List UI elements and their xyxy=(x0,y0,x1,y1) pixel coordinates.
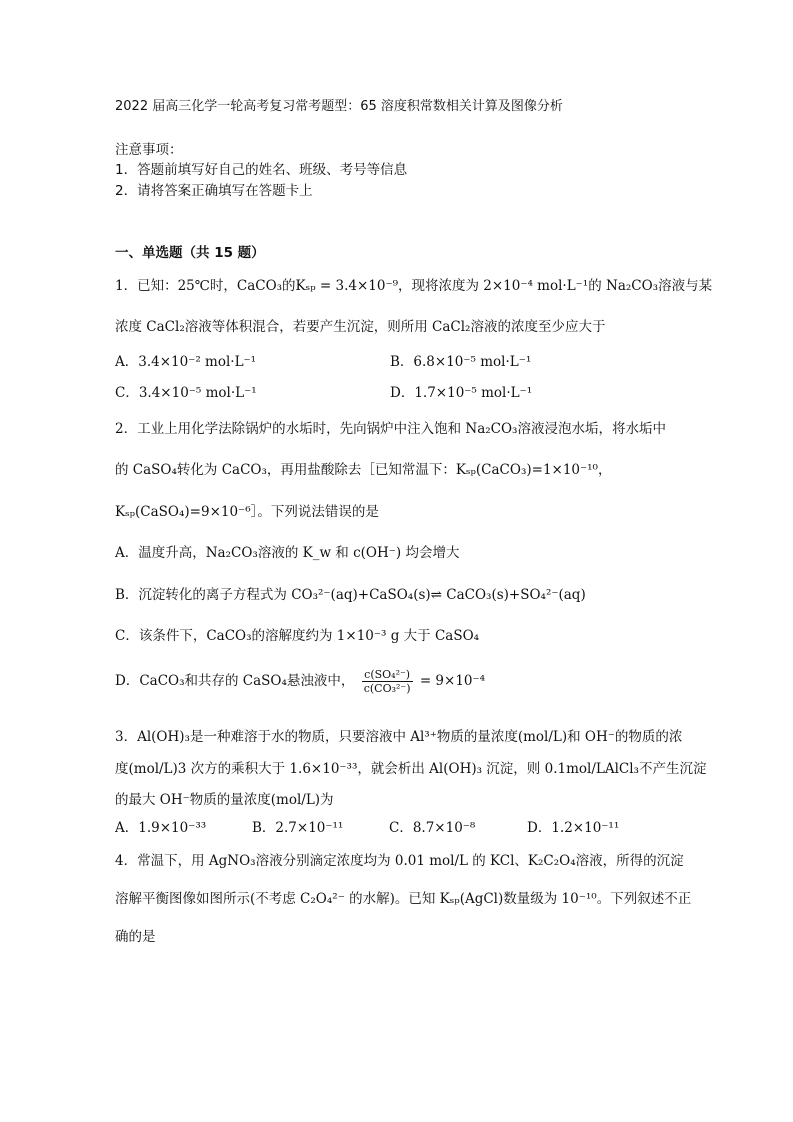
q1-option-a: A．3.4×10⁻² mol·L⁻¹ xyxy=(115,354,257,370)
q2-stem-line-1: 2．工业上用化学法除锅炉的水垢时，先向锅炉中注入饱和 Na₂CO₃溶液浸泡水垢，将水垢中 xyxy=(115,421,666,437)
notes-heading: 注意事项： xyxy=(115,142,183,158)
q2-option-d-prefix: D．CaCO₃和共存的 CaSO₄悬浊液中， xyxy=(115,673,355,689)
notes-item-2: 2．请将答案正确填写在答题卡上 xyxy=(115,183,313,199)
q2-stem-line-2: 的 CaSO₄转化为 CaCO₃，再用盐酸除去［已知常温下：Kₛₚ(CaCO₃)=1×10⁻¹⁰， xyxy=(115,462,612,478)
q1-option-d: D．1.7×10⁻⁵ mol·L⁻¹ xyxy=(390,385,533,401)
q3-option-d: D．1.2×10⁻¹¹ xyxy=(527,820,620,836)
q2-option-c: C．该条件下，CaCO₃的溶解度约为 1×10⁻³ g 大于 CaSO₄ xyxy=(115,628,480,644)
section-title: 一、单选题（共 15 题） xyxy=(115,245,265,261)
q1-option-c: C．3.4×10⁻⁵ mol·L⁻¹ xyxy=(115,385,257,401)
q3-stem-line-1: 3．Al(OH)₃是一种难溶于水的物质，只要溶液中 Al³⁺物质的量浓度(mol/L)和 OH⁻的物质的浓 xyxy=(115,729,683,745)
q2-option-d xyxy=(115,668,485,695)
q3-option-c: C．8.7×10⁻⁸ xyxy=(389,820,476,836)
q2-option-d-numerator: c(SO₄²⁻) xyxy=(362,668,413,682)
q4-stem-line-2: 溶解平衡图像如图所示(不考虑 C₂O₄²⁻ 的水解)。已知 Kₛₚ(AgCl)数量级为 10⁻¹⁰。下列叙述不正 xyxy=(115,891,692,907)
q4-stem-line-1: 4．常温下，用 AgNO₃溶液分别滴定浓度均为 0.01 mol/L 的 KCl、K₂C₂O₄溶液，所得的沉淀 xyxy=(115,853,684,869)
q3-option-a: A．1.9×10⁻³³ xyxy=(115,820,207,836)
q1-stem-line-1: 1．已知：25℃时，CaCO₃的Kₛₚ = 3.4×10⁻⁹，现将浓度为 2×10⁻⁴ mol·L⁻¹的 Na₂CO₃溶液与某 xyxy=(115,278,713,294)
q4-stem-line-3: 确的是 xyxy=(115,929,156,945)
q3-stem-line-3: 的最大 OH⁻物质的量浓度(mol/L)为 xyxy=(115,792,334,808)
q3-stem-line-2: 度(mol/L)3 次方的乘积大于 1.6×10⁻³³，就会析出 Al(OH)₃ 沉淀，则 0.1mol/LAlCl₃不产生沉淀 xyxy=(115,761,707,777)
document-title: 2022 届高三化学一轮高考复习常考题型：65 溶度积常数相关计算及图像分析 xyxy=(115,99,563,114)
q2-option-d-fraction xyxy=(362,668,413,695)
q3-option-b: B．2.7×10⁻¹¹ xyxy=(252,820,344,836)
q1-option-b: B．6.8×10⁻⁵ mol·L⁻¹ xyxy=(390,354,532,370)
q2-option-a: A．温度升高，Na₂CO₃溶液的 K_w 和 c(OH⁻) 均会增大 xyxy=(115,545,460,561)
q2-option-d-suffix: = 9×10⁻⁴ xyxy=(419,673,486,689)
notes-item-1: 1．答题前填写好自己的姓名、班级、考号等信息 xyxy=(115,162,408,178)
q2-option-b: B．沉淀转化的离子方程式为 CO₃²⁻(aq)+CaSO₄(s)⇌ CaCO₃(s)+SO₄²⁻(aq) xyxy=(115,587,586,603)
q1-stem-line-2: 浓度 CaCl₂溶液等体积混合，若要产生沉淀，则所用 CaCl₂溶液的浓度至少应大于 xyxy=(115,319,606,335)
q2-option-d-denominator: c(CO₃²⁻) xyxy=(363,682,411,695)
q2-stem-line-3: Kₛₚ(CaSO₄)=9×10⁻⁶］。下列说法错误的是 xyxy=(115,504,379,520)
